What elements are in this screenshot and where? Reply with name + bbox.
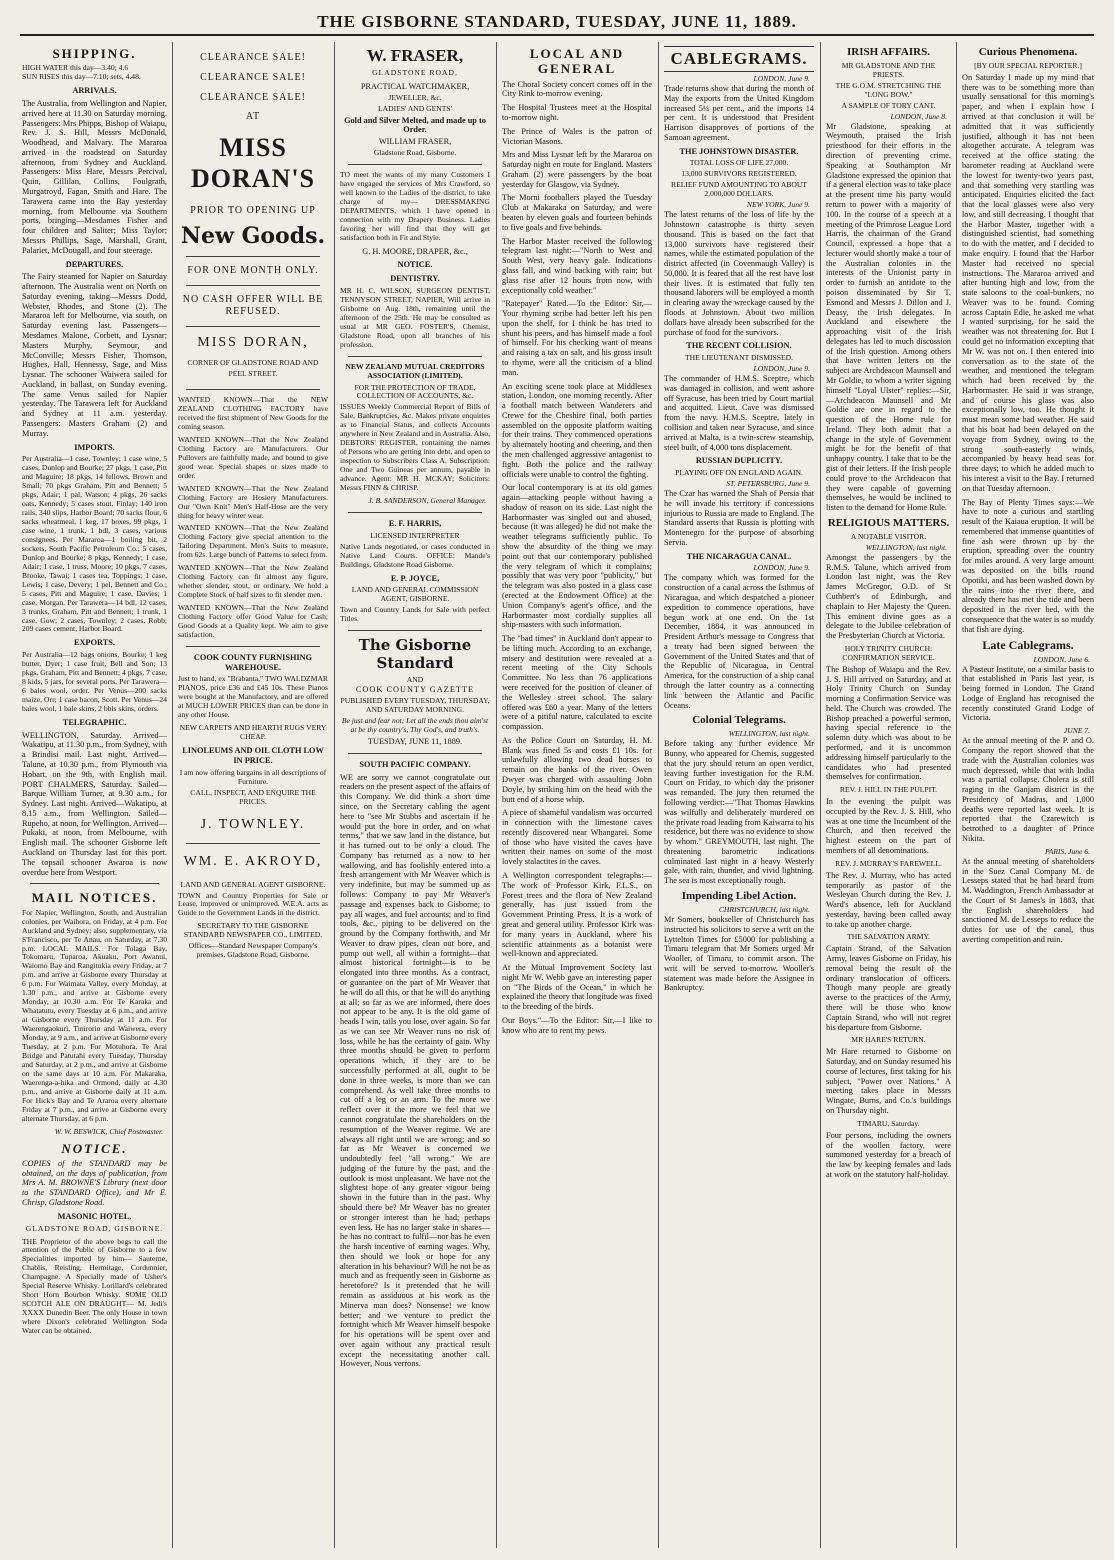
irish-sub: THE G.O.M. STRETCHING THE "LONG BOW." (835, 80, 942, 99)
local-item: The Hospital Trustees meet at the Hospital to-morrow night. (502, 103, 652, 122)
fraser-sub: GLADSTONE ROAD, (372, 68, 458, 78)
column-irish (826, 42, 951, 1548)
nzmca-text: ISSUES Weekly Commercial Report of Bills of Sale, Bankruptcies, &c. Makes private enquiries as to Financial Status, and collects Accounts anywhere in New Zealand and in Australia. Also, DEBTORS' REGISTER, containing the names of Persons who are getting into debt, and open to inspection to Subscribers Class A. Subscription: One and Two Guineas per annum, payable in advance. Agent: MR H. MCKAY; Solicitors: Messrs FINN & CHRISP. (340, 402, 490, 493)
imports-text: Per Australia—1 case, Townley; 1 case wine, 5 cases, Dunlop and Bourke; 27 pkgs, 1 case, Pitt and Maguire; 18 pkgs, 14 fellows, Brown and Small; 70 pkgs Graham, Pitt and Bennett; 5 pkgs, Adair; 1 pal, Watson; 4 pkgs, 26 sacks oats, Kennedy; 5 cases stout, Finlay; 140 iron rails, 340 slips, Harbor Board; 70 sacks flour, 6 sacks wheatmeal, 1 keg, 17 boxes, 99 pkgs, 1 case wine, 1 trunk, 1 bdl, 3 cases, various consignees. Per Mararoa—1 boiling bit, 2 sockets, South Pacific Petroleum Co.; 5 cases, Dunlop and Bourke; 8 pkgs, Kennedy; 1 case, Adair; 1 case, 1 truss, Moore; 10 pkgs, 7 cases, Brooke, Tawai; 1 cases tea, Toppings; 1 case, Lewis; 1 case, Devery; 1 pel, Bennett and Co.; 5 cases, Pitt and Maguire; 1 case, Davies; 1 case, Morgan. Per Tarawera—14 bdl, 12 cases, 3 trunks, Graham, Pitt and Bennett; 1 trunk, 1 case, Gow; 2 cases, Townley; 2 cases, Robb; 209 cases cement, Harbor Board. (22, 454, 167, 634)
curious-byline: [BY OUR SPECIAL REPORTER.] (974, 60, 1082, 70)
fraser-line: WILLIAM FRASER, (378, 137, 452, 147)
linoleum-line: LINOLEUMS AND OIL CLOTH LOW IN PRICE. (182, 746, 324, 765)
wanted-notice: WANTED KNOWN—That the New Zealand Clothing Factory can fit almost any figure, whether slender, stout, or ordinary. We hold a Complete Stock of half sizes to fit slender men. (178, 563, 328, 600)
religious-text: Amongst the passengers by the R.M.S. Talune, which arrived from London last night, was the Rev James McGregor, O.D. of St Cuthbert's of Edinburgh, and chaplain to Her Majesty the Queen. This eminent divine goes as a delegate to the Jubilee celebration of the Presbyterian Church at Victoria. (826, 552, 951, 641)
cable-heading: Impending Libel Action. (681, 890, 797, 903)
late-text: A Pasteur Institute, on a similar basis to that established in Paris last year, is being formed in London. The Grand Lodge of England has recognised the recently constituted Grand Lodge of Victoria. (962, 664, 1094, 723)
timaru-dateline: TIMARU, Saturday. (857, 1118, 920, 1128)
divider (348, 753, 482, 754)
divider (348, 630, 482, 631)
cable-sub: 13,000 SURVIVORS REGISTERED. (681, 169, 797, 179)
column-ads (178, 42, 328, 1548)
divider (186, 256, 320, 257)
miss-doran-name: MISS DORAN, (197, 334, 309, 350)
divider (186, 646, 320, 647)
mail-signoff: W. W. BESWICK, Chief Postmaster. (54, 1126, 163, 1136)
shipping-heading: SHIPPING. (52, 46, 137, 61)
mail-heading: MAIL NOTICES. (31, 890, 158, 906)
townley-name: J. TOWNLEY. (200, 816, 306, 832)
cable-text: The Czar has warned the Shah of Persia that he will invade his territory if concessions injurious to Russia are made to England. The Standard asserts that Russia is plotting with Montenegro for the purpose of absorbing Servia. (664, 489, 814, 547)
cable-heading: THE NICARAGUA CANAL. (686, 551, 792, 561)
fraser-line: Gladstone Road, Gisborne. (373, 148, 457, 158)
cable-text: Before taking any further evidence Mr Bunny, who appeared for Chemis, suggested that the jury should return an open verdict, leaving further investigation for the R.M. Court on Friday, to which day the prisoner was remanded. The jury then returned the following verdict:—"That Thomas Hawkins was wilfully and deliberately murdered on the private road leading from Kaiwarra to his residence, but there was no evidence to show by whom." GREYMOUTH, last night. The threatening barometric indications culminated last night in a heavy Westerly gale, with rain, thunder, and vivid lightning. The sea is most exceptionally rough. (664, 739, 814, 886)
harris-text: Native Lands negotiated, or cases conducted in Native Land Courts. OFFICE: Mande's Buildings, Gladstone Road Gisborne. (340, 541, 490, 569)
cable-text: Trade returns show that during the month of May the exports from the United Kingdom increased 5¼ per cent., and the imports 14 per cent. It is understood that President Harrison disapproves of portions of the Samoan agreement. (664, 84, 814, 142)
wanted-notice: WANTED KNOWN—That the New Zealand Clothing Factory give special attention to the Tailoring Department. Men's Suits to measure, from 62s. Large bunch of Patterns to select from. (178, 523, 328, 560)
tide-line: HIGH WATER this day—3.40; 4.6 (22, 63, 129, 73)
at-label: AT (245, 111, 261, 123)
moore-sign: G. H. MOORE, DRAPER, &c., (362, 246, 468, 256)
dateline: CHRISTCHURCH, last night. (718, 904, 810, 914)
departures-heading: DEPARTURES. (65, 259, 124, 269)
local-item: Our local contemporary is at its old games again—attacking people without having a shadow of reason on its side. Last night the Harbormaster was singled out and abused, because (it was alleged) he did not make the weather telegrams sufficiently public. To show the absurdity of the thing we may point out that our contemporary published the very telegram of which it complains; possibly that was very poor "publicity," but the telegram was also posted in a glass case (erected at the Endowment Office) at the Union Company's agent's office, and the Harbormaster most cordially supplies all ship-masters with such information. (502, 483, 652, 630)
hare-text: Mr Hare returned to Gisborne on Saturday, and on Sunday resumed his course of lectures, first taking for his subject, "Power over Nations." A meeting takes place in Messrs Wingate, Burns, and Co.'s buildings on Thursday night. (826, 1047, 951, 1116)
nzmca-heading: NEW ZEALAND MUTUAL CREDITORS ASSOCIATION (LIMITED). (345, 361, 485, 380)
cable-sub: RELIEF FUND AMOUNTING TO ABOUT 2,000,000 DOLLARS. (671, 180, 807, 199)
wilson-text: MR H. C. WILSON, SURGEON DENTIST, TENNYSON STREET, NAPIER, Will arrive in Gisborne on Aug. 18th, remaining until the afternoon of the 25th. He may be consulted as usual at MR GEO. FOSTER'S, Chemist, Gladstone Road, upon all branches of his profession. (340, 285, 490, 349)
divider (186, 326, 320, 327)
irish-text: Mr Gladstone, speaking at Weymouth, praised the Irish priesthood for their efforts in the direction of preventing crime. Speaking at Southampton Mr Gladstone expressed the opinion that if a general election was to take place at the present time his party would return to power with a majority of 100. In the course of a speech at a meeting of the Primrose League Lord Harris, the chairman of the Grand Council, expressed a hope that a lecturer would shortly make a tour of the Australian colonies in the interests of the Unionist party in order to furnish an antidote to the poison disseminated by Sir T. Esmond and Messrs J. Dillon and J. Deasy, the Irish delegates. In Auckland and elsewhere the approaching visit of the Irish delegates has led to much discussion of the Irish question. Among others that have written letters on the subject are Archdeacon Maunsell and Mr Goldie, to whom a writer signing himself "Loyal Ulster" replies:—Sir,—Archdeacon Maunsell and Mr Goldie are one in regard to the question of the Home rule for Ireland. They both admit that a change in the style of Government might be for the benefit of that unhappy country. I take that to be the gist of their letters. If the Irish people could prove to the Archdeacon that they were capable of governing themselves, he would be inclined to listen to the demand for Home Rule. (826, 121, 951, 513)
column-rule (658, 42, 659, 1548)
fraser-line: JEWELLER, &c. (388, 92, 442, 102)
paper-subtitle: COOK COUNTY GAZETTE (355, 685, 475, 695)
irish-sub: A SAMPLE OF TORY CANT. (841, 100, 936, 110)
local-heading: LOCAL AND GENERAL (529, 46, 625, 77)
local-item: The Morni footballers played the Tuesday Club at Makaraka on Saturday, and were beaten by eleven goals and fourteen behinds to five goals and five behinds. (502, 193, 652, 232)
salvation-heading: THE SALVATION ARMY. (847, 932, 930, 942)
wanted-notice: WANTED KNOWN—That the New Zealand Clothing Factory are Hosiery Manufacturers. Our "Own Knit" Men's Half-Hose are the very thing for heavy winter wear. (178, 483, 328, 520)
paper-title-block (340, 637, 490, 747)
offices-line: Offices—Standard Newspaper Company's premises, Gladstone Road, Gisborne. (188, 941, 318, 960)
cook-county-text: Just to hand, ex "Brabanta," TWO WALDZMAR PIANOS, price £36 and £45 10s. These Pianos were bought at the Manufactory, and are offered at MUCH LOWER PRICES than can be done in any other House. (178, 674, 328, 720)
hill-heading: REV. J. HILL IN THE PULPIT. (839, 785, 938, 795)
call-line: CALL, INSPECT, AND ENQUIRE THE PRICES. (190, 787, 316, 806)
wanted-notice: WANTED KNOWN—That the New Zealand Clothing Factory are Manufacturers. Our Pullovers are faithfully made, and bound to give good wear. Special shapes or sizes made to order. (178, 434, 328, 480)
cook-county-heading: COOK COUNTY FURNISHING WAREHOUSE. (193, 652, 313, 672)
curious-heading: Curious Phenomena. (978, 46, 1078, 58)
local-item: An exciting scene took place at Middlesex station, London, one morning recently. After a football match between Wanderers and Crewe for the Cheshire final, both parties assembled on the opposite platform waiting for their trains. They commenced operations by alternately hooting and cheering, and then the men challenged aggressive antagonist to fight. Both the police and the railway officials were unable to control the fighting. (502, 381, 652, 479)
divider (348, 164, 482, 165)
prior-line: PRIOR TO OPENING UP (190, 204, 316, 216)
fraser-line: Gold and Silver Melted, and made up to Order. (344, 115, 486, 135)
exports-text: Per Australia—12 bags onions, Bourke; 1 keg butter, Dyer; 1 case fruit, Bell and Son; 13 pkgs, Graham, Pitt and Bennett; 4 pkgs, 7 case, 8 kids, 5 jars, for several ports. Per Tarawera—6 bales wool, order. Per Venus—200 sacks maize, Orr; 1 case bacon, Scott. Per Venus—24 bales wool, 1 bale skins, 2 bbls skins, orders. (22, 650, 167, 713)
fraser-line: PRACTICAL WATCHMAKER, (360, 82, 470, 91)
cablegrams-heading: CABLEGRAMS. (664, 46, 814, 72)
sun-line: SUN RISES this day—7.10; sets, 4.48. (22, 72, 141, 82)
dateline: LONDON, June 9. (753, 364, 810, 374)
nzmca-sub: FOR THE PROTECTION OF TRADE, COLLECTION OF ACCOUNTS, &c. (354, 382, 476, 401)
dateline: NEW YORK, June 9. (746, 200, 810, 210)
cable-heading: RUSSIAN DUPLICITY. (695, 456, 783, 466)
irish-heading: IRISH AFFAIRS. (847, 46, 930, 58)
arrivals-text: The Australia, from Wellington and Napier, arrived here at 11.30 on Saturday morning. Passengers: Mrs Phipps, Bishop of Waiapu, Rev. J. S. Hill, Messrs McDonald, Woodhead, and Malvary. The Mararoa arrived in the roadstead on Saturday afternoon, from Sydney and Auckland. Passengers: Miss Hare, Messrs Percival, Quin, Gillilan, Collins, Foulgrath, Murgatroyd, Fagan, Smith and Hare. The Tarawera came into the Bay yesterday morning, from Melbourne via Southern ports, bringing—Mesdames Fisher and four children and Saliter; Miss Taylor; Messrs Phillips, Sage, Marshall, Grant, Palariet, McDougall, and four steerage. (22, 99, 167, 255)
local-item: The Choral Society concert comes off in the City Rink to-morrow evening. (502, 79, 652, 99)
dateline: LONDON, June 6. (1033, 654, 1090, 664)
column-editorial (340, 42, 490, 1548)
cable-heading: Colonial Telegrams. (692, 714, 786, 727)
telegraphic-heading: TELEGRAPHIC. (62, 717, 127, 727)
dateline: WELLINGTON, last night. (865, 542, 947, 552)
local-item: As the Police Court on Saturday, H. M. Blank was fined 5s and costs £1 10s. for unlawfully allowing two dead horses to remain on the banks of the river. Owen Dwyer was charged with assaulting John Doyle, by striking him on the head with the butt end of a horse whip. (502, 735, 652, 804)
local-item: A piece of shameful vandalism was occurred in connection with the limestone caves recently discovered near Whangarei. Some of those who have visited the caves have written their names on some of the most lovely stalactites in the caves. (502, 808, 652, 867)
corner-line: CORNER OF GLADSTONE ROAD AND (187, 358, 319, 368)
exports-heading: EXPORTS. (74, 638, 115, 648)
column-curious (962, 42, 1094, 1548)
column-rule (956, 42, 957, 1548)
imports-heading: IMPORTS. (74, 442, 115, 452)
akroyd-text: TOWN and Country Properties for Sale or Lease, improved or unimproved. W.E.A. acts as Guide to the Government Lands in the district. (178, 890, 328, 918)
harris-sub: LICENSED INTERPRETER (370, 530, 460, 540)
late-text: At the annual meeting of shareholders in the Suez Canal Company M. de Lesseps stated that he had heard from M. Waddington, French Ambassador at the Court of St James's in 1883, that the English shareholders had sanctioned M. de Lesseps to reduce the duties for use of the canal, thus averting competition and ruin. (962, 856, 1094, 944)
divider (186, 389, 320, 390)
no-cash-line: NO CASH OFFER WILL BE REFUSED. (182, 294, 324, 317)
dentistry-heading: DENTISTRY. (390, 274, 440, 284)
dateline: JUNE 7. (1063, 726, 1090, 736)
clearance-ad (178, 52, 328, 379)
clearance-line: CLEARANCE SALE! (200, 71, 306, 83)
salvation-text: Captain Strand, of the Salvation Army, leaves Gisborne on Friday, his removal being the result of the ordinary translocation of officers. Though many people are greatly averse to the practices of the Army, there will be those who know Captain Strand, who will not regret his departure from Gisborne. (826, 944, 951, 1032)
clearance-line: CLEARANCE SALE! (200, 52, 306, 63)
holy-text: The Bishop of Waiapu and the Rev. J. S. Hill arrived on Saturday, and at Holy Trinity Church on Sunday morning a Confirmation Service was held. The Church was crowded. The Bishop preached a powerful sermon, having special reference to the solemn duty which was about to be performed, and it is uncommon addressing himself particularly to the candidates who had presented themselves for confirmation. (826, 664, 951, 782)
new-goods-title: New Goods. (180, 223, 326, 250)
irish-sub: MR GLADSTONE AND THE PRIESTS. (841, 60, 936, 79)
paper-and: AND (406, 675, 424, 685)
spc-article: WE are sorry we cannot congratulate our readers on the present aspect of the affairs of this Company. We did think a short time since, on the Secretary cabling the agent here to "see Mr Stubbs and ascertain if he would put the bore in order, and on what terms," that we saw land in the distance, but it has turned out to be only a cloud. The Company has returned as a now to her wallowing, and has foolishly entered into a fresh arrangement with Mr Weaver which is very indefinite, but may be summed up as follows: Company to pay Mr Weaver's passage and expenses back to Gisborne; to pay all wages, and fuel accounts; and to find tools, &c., piping to be delivered on the ground by the Company forthwith, and Mr Weaver to draw pipes, clean out bore, and pump out well, all within a fortnight—that almost historical fortnight—is to be elongated into three months. As a contract, or guarantee on the part of Mr Weaver that he will do all this, or that he will do anything at all; so far as we are informed, there does not appear to be any. It is the old game of heads I win, tails you lose, over again. So far as we can see Mr Weaver runs no risk of loss, while he has the certainty of gain. Why three months should be given to perform operations which, if they are to be successfully performed at all, ought to be done in three weeks, is more than we can comprehend. As well take three months to cut off a leg or an arm. To the more we reflect over it the more we feel that we cannot congratulate the shareholders on the resumption of the Weaver regime. We are always all right until we are wrong; and so far as Mr Weaver is concerned we undoubtedly feel "all wrong." We are judging of the future by the past, and the outlook is most unpleasant. We have not the slightest hope of any greater vigour being shown in the future than in the past. Why should there be? Mr Weaver has no greater or stronger interest than he had; perhaps even less. He has no larger stake in shares—he has no contract to fulfil—nor has he even the harsh incentive of earning wages. Why, then should we look or hope for any alteration in his behaviour? Will he not be as much and as frequently seen in Gisborne as heretofore? Is it pretended that he will remain as assiduous at his work as the Minerva man does? Nonsense! we know better; and we venture to predict the fortnight which Mr Weaver himself bespoke for his operations will be spent over and over again without any practical result except the necessitating another call. However, Nous verrons. (340, 772, 490, 1369)
offering-line: I am now offering bargains in all descriptions of Furniture. (179, 767, 327, 786)
cable-text: The commander of H.M.S. Sceptre, which was damaged in collision, and went ashore off Syracuse, has been tried by Court martial and acquitted. Lieut. Cave was dismissed from the navy. H.M.S. Sceptre, lately in collision and taken near Syracuse, and since arrived at Malta, is a twin-screw steamship, steel built, of 4,000 tons displacement. (664, 374, 814, 452)
local-item: "Ratepayer" Rated.—To the Editor: Sir,—Your rhyming scribe had better left his pen upon the shelf, for I think he has tried to shunt his peers, and has himself made a fool of himself. For his checking want of means and raising a tax on salt, and his gross insult to rhyme, were all the criticism of a blind man. (502, 299, 652, 377)
mail-text: For Napier, Wellington, South, and Australian colonies, per Waihora, on Friday, at 4 p.m. For Auckland and Sydney; also, supplementary, via S'Francisco, per Te Anau, on Saturday, at 7.30 p.m. LOCAL MAILS. For Tolaga Bay, Tokomaru, Tuparoa, Akuaku, Port Awanui, Waiomo Bay and Rangitukia every Friday, at 7 p.m. and arrive at Gisborne every Thursday at 6 p.m. For Waimata Valley, every Monday, at 1.30 p.m., and arrive at Gisborne every Monday, at 10.30 a.m. For Te Karaka and Whatatutu, every Tuesday at 6 p.m., and arrive at Gisborne every Thursday at 11 a.m. For Waerengaokuri, Tinirorio and Waiwera, every Monday, at 9 a.m., and arrive at Gisborne every Tuesday, at 2 p.m. For Motuhora, Te Arai Bridge and Patutahi every Tuesday, Thursday and Saturday, at 2 p.m., and arrive at Gisborne on the same days at 10 a.m. For Makaraka, Waerenga-a-hika and Ormond, daily at 4.30 p.m., and arrive at Gisborne daily at 11 a.m. For Hick's Bay and Te Araroa every alternate Friday at 7 p.m., and arrive at Gisborne every alternate Thursday, at 6 p.m. (22, 907, 167, 1123)
notice-text: COPIES of the STANDARD may be obtained, on the days of publication, from Mrs A. M. BROWNE'S Library (next door to the STANDARD Office), and Mr E. Chrisp, Gladstone Road. (22, 1158, 167, 1207)
cable-sub: THE LIEUTENANT DISMISSED. (684, 353, 794, 363)
clearance-line: CLEARANCE SALE! (200, 91, 306, 103)
local-item: The Harbor Master received the following telegram last night:—"North to West and South West, very heavy gale. Indications glass fall, and wind backing with rain; but glass rise after 12 hours from now, with exceptionally cold weather." (502, 236, 652, 295)
cable-text: The company which was formed for the construction of a canal across the Isthmus of Nicaragua, and which despatched a pioneer expedition to commence operations, have begun work at one end. On the 1st December, 1884, it was announced in President Arthur's message to Congress that a treaty had been signed between the Government of the United States and that of the Republic of Nicaragua, in Central America, for the construction of a ship canal through the latter country as a connecting link between the Atlantic and Pacific Oceans. (664, 573, 814, 710)
masonic-sub: GLADSTONE ROAD, GISBORNE. (25, 1223, 164, 1233)
late-heading: Late Cablegrams. (982, 638, 1074, 653)
religious-sub: A NOTABLE VISITOR. (850, 531, 927, 541)
column-local (502, 42, 652, 1548)
secretary-line: SECRETARY TO THE GISBORNE STANDARD NEWSPAPER CO., LIMITED. (183, 921, 323, 940)
dateline: LONDON, June 9. (753, 74, 810, 84)
fraser-title: W. FRASER, (366, 46, 464, 65)
cable-heading: THE RECENT COLLISION. (686, 341, 792, 351)
divider (30, 883, 159, 884)
telegraphic-text: WELLINGTON, Saturday. Arrived—Wakatipu, at 11.30 p.m., from Sydney, with a Brindisi mail. Last night. Arrived—Talune, at 10.30 p.m., from Plymouth via Hobart, on the 9th, with English mail. PORT CHALMERS, Saturday. Sailed—Barque William Turner, at 9.30 a.m., for Sydney. Last night. Arrived—Wakatipu, at 8.15 a.m., from Wellington. Sailed—Rupeho, at noon, for Wellington. Arrived—Pukaki, at noon, from Melbourne, with English mail. The schooner Gisborne left Auckland on Thursday last for this port. The topsail schooner Awaroa is now overdue here from Westport. (22, 730, 167, 877)
carpets-line: NEW CARPETS AND HEARTH RUGS VERY CHEAP. (179, 723, 327, 742)
column-rule (496, 42, 497, 1548)
local-item: The Prince of Wales is the patron of Victorian Masons. (502, 126, 652, 146)
nzmca-sign: J. B. SANDERSON, General Manager. (368, 495, 486, 505)
cable-heading: THE JOHNSTOWN DISASTER. (679, 146, 799, 156)
divider (186, 285, 320, 286)
cable-text: Mr Somers, bookseller of Christchurch has instructed his solicitors to serve a writ on the Lyttelton Times for £5000 for publishing a Timaru telegram that Mr Somers urged Mr Wooller, of Timaru, to commit arson. The writ will be served to-morrow. Wooller's statement was made before the Assignee in Bankruptcy. (664, 914, 814, 993)
moore-text: TO meet the wants of my many Customers I have engaged the services of Mrs Crawford, so well known to the Ladies of the district, to take charge of my— DRESSMAKING DEPARTMENTS, which I have opened in connection with my Drapery Business. Ladies favoring her will find that they will get satisfaction both in Fit and Style. (340, 169, 490, 242)
dateline: LONDON, June 8. (890, 111, 947, 121)
late-text: At the annual meeting of the P. and O. Company the report showed that the trade with the Australian colonies was much depressed, while that with India was a partial collapse. Cholera is still raging in the Ganjam district in the Presidency of Madras, and 1,000 deaths were reported last week. It is reported that the Czarewitch is betrothed to a daughter of Prince Nikita. (962, 736, 1094, 844)
divider (348, 356, 482, 357)
divider (348, 512, 482, 513)
local-item: A Wellington correspondent telegraphs:—The work of Professor Kirk, F.L.S., on Forest trees and the flora of New Zealand generally, has just issued from the Government Printing Press. It is a work of great and general utility. Professor Kirk was for many years in Auckland, where his scientific attainments as a botanist were well-known and appreciated. (502, 871, 652, 959)
fraser-line: LADIES' AND GENTS' (377, 103, 453, 113)
paper-title: The Gisborne Standard (358, 636, 472, 672)
column-shipping (22, 42, 167, 1548)
issue-date: TUESDAY, JUNE 11, 1889. (367, 737, 463, 747)
column-rule (334, 42, 335, 1548)
bay-text: The Bay of Plenty Times says:—We have to note a curious and startling result of the Kaiaua eruption. It will be remembered that immense quantities of fine ash were thrown up by the eruption, spreading over the country for miles around. A very large amount was deposited on the bills round Opotiki, and has been washed down by the rains into the river there, and already there has met the tide and been deposited in the river bed, with the consequence that the water is so muddy that fish are dying. (962, 497, 1094, 634)
dateline: LONDON, June 9. (753, 563, 810, 573)
published-line: PUBLISHED EVERY TUESDAY, THURSDAY, AND SATURDAY MORNING. (340, 696, 490, 715)
local-item: The "bad times" in Auckland don't appear to be lifting much. According to an exchange, misery and destitution were revealed at a recent meeting of the City Schools Committee. No less than 76 applications were received for the position of cleaner of the Wellesley street school. The salary offered was £60 a year. Many of the letters were of a pitiful nature, calculated to excite compassion. (502, 634, 652, 732)
hill-text: In the evening the pulpit was occupied by the Rev. J. S. Hill, who was at one time the Incumbent of the Church, and then received the highest esteem on the part of members of all denominations. (826, 797, 951, 855)
notice-heading: NOTICE. (61, 1140, 128, 1156)
dateline: PARIS, June 6. (1045, 846, 1090, 856)
wanted-notice: WANTED KNOWN—That the NEW ZEALAND CLOTHING FACTORY have received the first shipment of New Goods for the coming season. (178, 395, 328, 431)
local-item: At the Mutual Improvement Society last night Mr W. Webb gave an interesting paper on "The Birds of the Ocean," in which he explained the theory that longitude was fixed to the breeding of the birds. (502, 963, 652, 1012)
notice-heading: NOTICE. (397, 260, 433, 270)
divider (186, 843, 320, 844)
arrivals-heading: ARRIVALS. (72, 86, 117, 96)
cable-text: The latest returns of the loss of life by the Johnstown catastrophe is thirty seven thousand. This is based on the fact that 13,000 survivors have registered their names, while the estimated population of the district affected (in Covenmaugh Valley) is 50,000. It is feared that all the rest have lost their lives. It is estimated that fully ten thousand laborers will be employed a month in clearing away the wreckage caused by the floods at Johnstown. About two million dollars have already been subscribed for the purchase of food for the survivors. (664, 210, 814, 337)
dateline: ST. PETERSBURG, June 9. (726, 479, 810, 489)
miss-dorans-title: MISS DORAN'S (190, 133, 315, 193)
akroyd-sub: LAND AND GENERAL AGENT GISBORNE. (180, 879, 326, 889)
one-month-line: FOR ONE MONTH ONLY. (187, 265, 319, 277)
masonic-text: THE Proprietor of the above begs to call the attention of the Public of Gisborne to a few Specialities imported by him— Sauterne, Chablis, Reisling, Hermitage, Cordunnier, Champagne. A Specially made of Usher's Special Reserve Whisky. Lorillard's celebrated Short Horn Bourbon Whisky. SOME OLD SCOTCH ALE ON DRAUGHT— M. Jedi's XXXX Dunedin Beer. The only House in town where Dixon's celebrated Wellington Soda Water can be obtained. (22, 1236, 167, 1336)
timaru-text: Four persons, including the owners of the woollen factory, were summoned yesterday for a breach of the law by keeping females and lads at work on the statutory half-holiday. (826, 1130, 951, 1179)
harris-name: E. F. HARRIS, (388, 518, 442, 528)
masonic-heading: MASONIC HOTEL, (57, 1211, 132, 1221)
spc-heading: SOUTH PACIFIC COMPANY. (359, 759, 471, 769)
hare-heading: MR HARE'S RETURN. (851, 1035, 926, 1045)
column-rule (172, 42, 173, 1548)
curious-text: On Saturday I made up my mind that there was to be something more than usually sensational for this morning's paper, and when I explain how I arrived at that conclusion it will be admitted that it was sufficiently justified, although it has not been altogether accurate. A telegram was received at the office stating the barometer reading at Auckland were the lowest for twenty-two years past, and that something very startling was anticipated. Enquiries elicited the fact that the local glasses were also very low, and still decreasing. I thought that the Harbor Master, together with a distinguished scientist, had something to do with the matter, and I decided to make enquiry. I found that the Harbor Master had received no special instructions. The Mararoa arrived and after hunting high and low, from the state saloons to the coal-bunkers, no Weaver was to be found. Coming across Captain Edie, he asked me what I wanted surprising, for he said the weather was not threatening for. But I could get no information excepting that Mr W. was not on. I then entered into conversation as to the state of the weather, and mentioned the telegram which had been received by the Harbormaster. He said it was strange, and of course his glass was also exceptionally low, too. He thought it must mean some bad weather. He said that his boat had been delayed on the voyage from Sydney, owing to the strong south-easterly winds, accompanied by heavy head seas for three days; to which he added much to his interest a visit to the Bay. I returned on that Tuesday afternoon. (962, 72, 1094, 493)
joyce-sub: LAND AND GENERAL COMMISSION AGENT, GISBORNE. (351, 585, 479, 604)
murray-heading: REV. J. MURRAY'S FAREWELL. (835, 858, 942, 868)
joyce-text: Town and Country Lands for Sale with perfect Titles. (340, 605, 490, 624)
local-item: Mrs and Miss Lysnar left by the Mararoa on Saturday night en route for England. Masters Graham (2) were passengers by the boat yesterday for Glasgow, via Sydney. (502, 150, 652, 189)
cable-sub: TOTAL LOSS OF LIFE 27,000. (689, 158, 789, 168)
local-item: Our Boys."—To the Editor: Sir,—I like to know who are to rent my pews. (502, 1015, 652, 1035)
murray-text: The Rev. J. Murray, who has acted temporarily as pastor of the Wesleyan Church during the Rev. J. Ward's absence, left for Auckland yesterday, having been called away to take up another charge. (826, 870, 951, 929)
masthead: THE GISBORNE STANDARD, TUESDAY, JUNE 11, 1889. (20, 12, 1094, 36)
peel-street-line: PEEL STREET. (228, 369, 278, 379)
column-cablegrams (664, 42, 814, 1548)
akroyd-name: WM. E. AKROYD, (183, 854, 323, 870)
motto: Be just and fear not; Let all the ends thou aim'st at be thy country's, Thy God's, and truth's. (341, 716, 489, 735)
cable-sub: PLAYING OFF ON ENGLAND AGAIN. (675, 468, 803, 478)
wanted-notice: WANTED KNOWN—That the New Zealand Clothing Factory offer Good Value for Cash; Good Goods at a Quality kept. We aim to give satisfaction. (178, 603, 328, 639)
column-rule (820, 42, 821, 1548)
departures-text: The Fairy steamed for Napier on Saturday afternoon. The Australia went on North on Saturday evening, taking—Messrs Dodd, Webster, Rhodes, and Stone (2). The Mararoa left for Melbourne, via south, on Saturday evening last. Passengers—Mesdames Malone, Corbett, and Lysnar; Masters Murphy, Seymour, and McConville; Messrs Fisher, Thomson, Hughes, Hall, Hennessy, Sage, and Miss Lysnar. The schooner Waiwera sailed for Auckland, in ballast, on Sunday evening. The same Venus sailed for Napier yesterday. The Tarawera left for Auckland and Sydney at 11 a.m. yesterday. Passengers: Masters Graham (2) and Murray. (22, 272, 167, 438)
dateline: WELLINGTON, last night. (728, 729, 810, 739)
joyce-name: E. P. JOYCE, (390, 573, 440, 583)
holy-heading: HOLY TRINITY CHURCH: CONFIRMATION SERVICE. (842, 643, 935, 662)
religious-heading: RELIGIOUS MATTERS. (827, 516, 950, 529)
